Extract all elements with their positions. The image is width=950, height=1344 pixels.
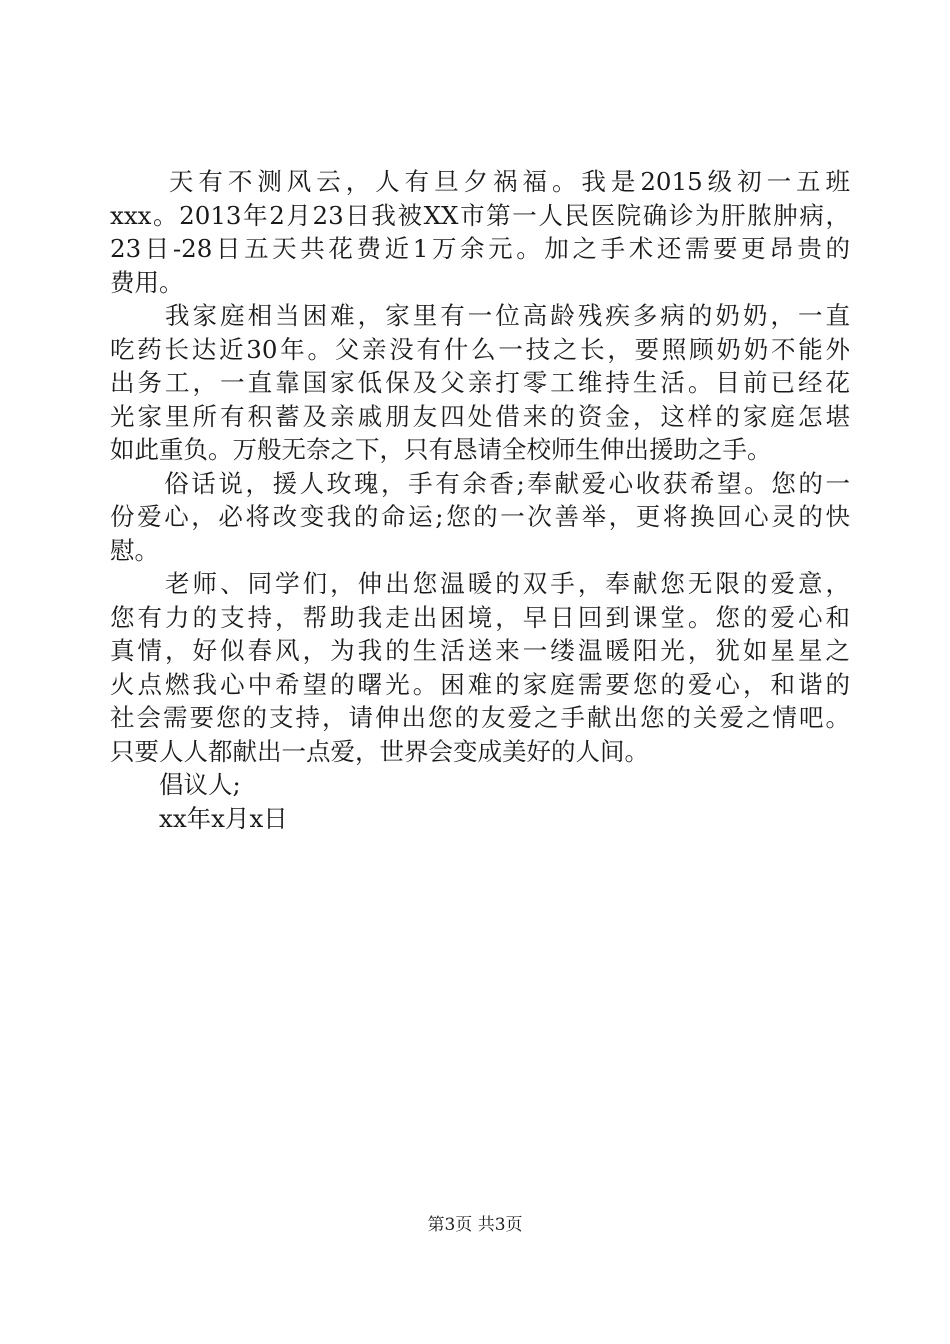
paragraph-line: 费用。 <box>110 267 184 297</box>
paragraph <box>110 567 850 768</box>
paragraph <box>110 165 850 299</box>
paragraph-line: 火点燃我心中希望的曙光。困难的家庭需要您的爱心，和谐的 <box>110 669 850 699</box>
paragraph-line: xxx。2013年2月23日我被XX市第一人民医院确诊为肝脓肿病， <box>110 200 850 230</box>
paragraph-line: 吃药长达近30年。父亲没有什么一技之长，要照顾奶奶不能外 <box>110 334 850 364</box>
paragraph-line: 社会需要您的支持，请伸出您的友爱之手献出您的关爱之情吧。 <box>110 703 850 732</box>
page-footer: 第3页 共3页 <box>427 1215 523 1235</box>
paragraph <box>110 299 850 467</box>
paragraph <box>110 467 850 568</box>
date-line: xx年x月x日 <box>110 803 288 833</box>
letter-body <box>110 165 850 835</box>
signature-line: 倡议人; <box>110 770 241 799</box>
paragraphs <box>110 165 850 768</box>
paragraph-line: 老师、同学们，伸出您温暖的双手，奉献您无限的爱意， <box>110 569 850 598</box>
paragraph-line: 天有不测风云，人有旦夕祸福。我是2015级初一五班 <box>110 167 850 196</box>
paragraph-line: 俗话说，援人玫瑰，手有余香;奉献爱心收获希望。您的一 <box>110 468 850 498</box>
paragraph-line: 23日-28日五天共花费近1万余元。加之手术还需要更昂贵的 <box>110 234 850 263</box>
paragraph-line: 出务工，一直靠国家低保及父亲打零工维持生活。目前已经花 <box>110 368 850 397</box>
paragraph-line: 光家里所有积蓄及亲戚朋友四处借来的资金，这样的家庭怎堪 <box>110 401 850 431</box>
paragraph-line: 只要人人都献出一点爱，世界会变成美好的人间。 <box>110 736 649 766</box>
paragraph-line: 真情，好似春风，为我的生活送来一缕温暖阳光，犹如星星之 <box>110 636 850 665</box>
paragraph-line: 份爱心，必将改变我的命运;您的一次善举，更将换回心灵的快 <box>110 502 850 531</box>
paragraph-line: 如此重负。万般无奈之下，只有恳请全校师生伸出援助之手。 <box>110 435 772 464</box>
paragraph-line: 慰。 <box>110 535 159 565</box>
paragraph-line: 您有力的支持，帮助我走出困境，早日回到课堂。您的爱心和 <box>110 602 850 632</box>
paragraph-line: 我家庭相当困难，家里有一位高龄残疾多病的奶奶，一直 <box>110 301 850 330</box>
